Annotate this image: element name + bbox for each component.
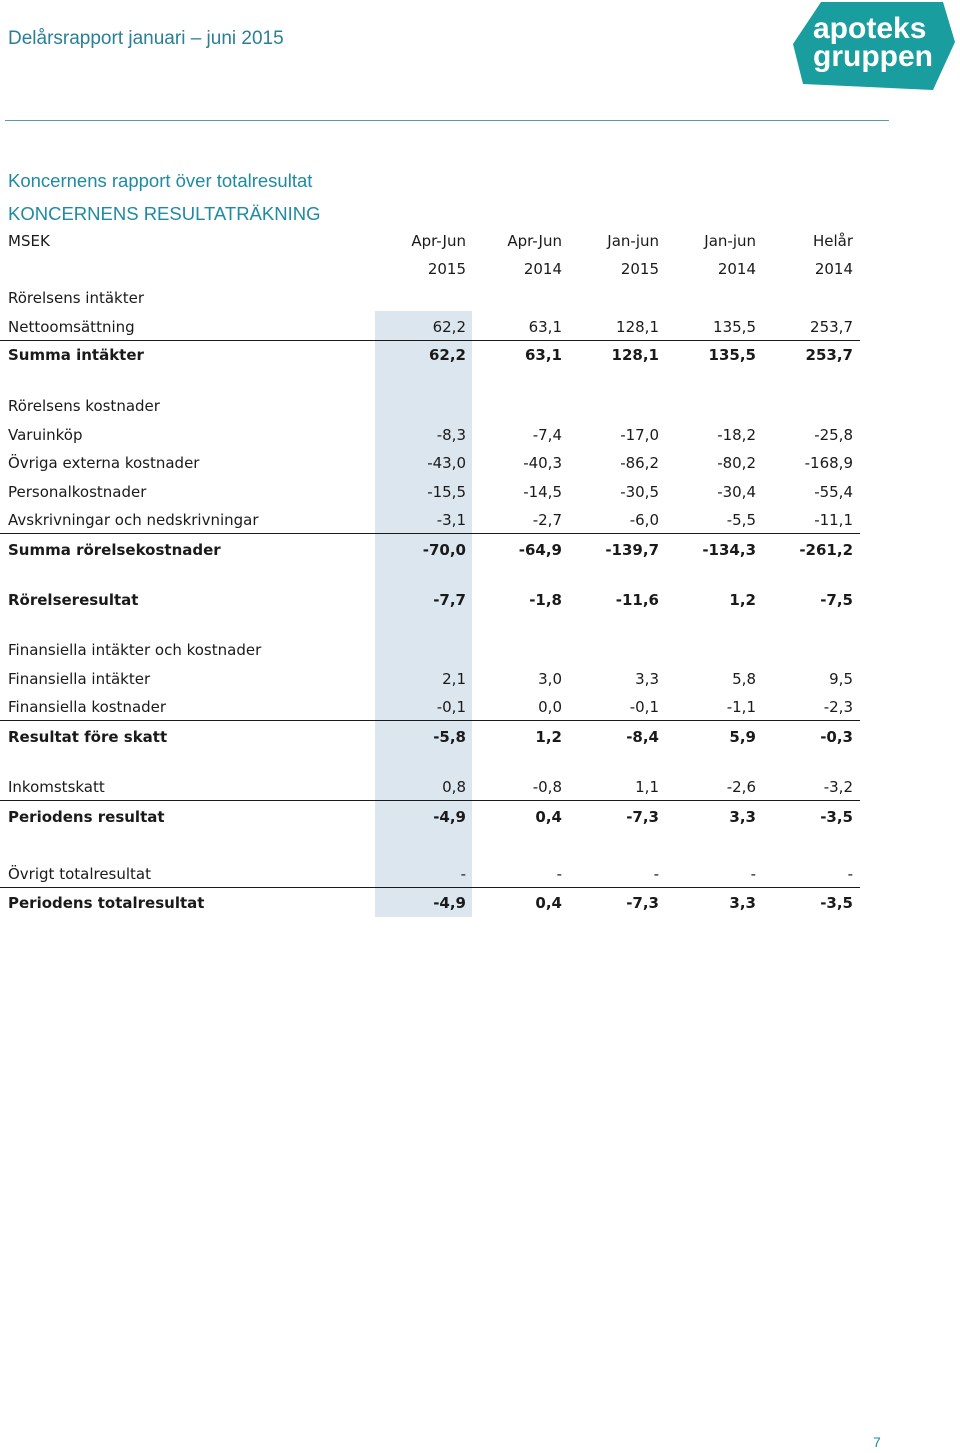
table-row [0, 772, 860, 800]
row-divider [0, 800, 860, 801]
cell-value: 62,2 [428, 346, 466, 364]
column-header-period: Jan-jun [607, 232, 659, 250]
cell-value: -139,7 [605, 541, 659, 559]
row-divider [0, 533, 860, 534]
report-title: Delårsrapport januari – juni 2015 [8, 28, 284, 49]
table-row [0, 802, 860, 830]
cell-value: -11,6 [615, 591, 659, 609]
cell-value: -2,3 [823, 698, 853, 716]
table-row [0, 420, 860, 448]
cell-value: -1,8 [529, 591, 562, 609]
cell-value: 63,1 [528, 318, 562, 336]
unit-label: MSEK [8, 232, 50, 250]
column-header-year: 2014 [523, 260, 562, 278]
cell-value: -43,0 [427, 454, 466, 472]
cell-value: 135,5 [713, 318, 756, 336]
cell-value: 1,2 [535, 728, 562, 746]
cell-value: -0,1 [629, 698, 659, 716]
cell-value: -8,3 [436, 426, 466, 444]
cell-value: -11,1 [814, 511, 853, 529]
cell-value: -25,8 [814, 426, 853, 444]
cell-value: -3,5 [820, 894, 853, 912]
cell-value: 2,1 [442, 670, 466, 688]
table-header-periods [0, 226, 860, 254]
cell-value: 0,0 [538, 698, 562, 716]
table-row [0, 722, 860, 750]
cell-value: -7,7 [433, 591, 466, 609]
cell-value: 5,9 [729, 728, 756, 746]
cell-value: -17,0 [620, 426, 659, 444]
cell-value: 253,7 [805, 346, 853, 364]
row-label: Personalkostnader [8, 483, 147, 501]
cell-value: 1,1 [635, 778, 659, 796]
row-label: Rörelsens intäkter [8, 289, 145, 307]
cell-value: -64,9 [518, 541, 562, 559]
cell-value: -3,1 [436, 511, 466, 529]
row-label: Finansiella intäkter och kostnader [8, 641, 262, 659]
row-label: Periodens resultat [8, 808, 165, 826]
table-row [0, 448, 860, 476]
cell-value: - [653, 865, 659, 883]
cell-value: -3,5 [820, 808, 853, 826]
cell-value: 253,7 [810, 318, 853, 336]
cell-value: -30,4 [717, 483, 756, 501]
cell-value: -8,4 [626, 728, 659, 746]
cell-value: -3,2 [823, 778, 853, 796]
table-row [0, 692, 860, 720]
cell-value: 5,8 [732, 670, 756, 688]
cell-value: 62,2 [432, 318, 466, 336]
row-label: Resultat före skatt [8, 728, 168, 746]
column-header-year: 2015 [427, 260, 466, 278]
cell-value: 0,8 [442, 778, 466, 796]
cell-value: - [556, 865, 562, 883]
row-label: Summa rörelsekostnader [8, 541, 221, 559]
section-title: Koncernens rapport över totalresultat [8, 170, 313, 191]
cell-value: 135,5 [708, 346, 756, 364]
cell-value: -7,3 [626, 808, 659, 826]
cell-value: -4,9 [433, 894, 466, 912]
row-label: Summa intäkter [8, 346, 144, 364]
section-subtitle: KONCERNENS RESULTATRÄKNING [8, 203, 321, 224]
cell-value: 128,1 [616, 318, 659, 336]
cell-value: 3,3 [729, 808, 756, 826]
row-label: Övriga externa kostnader [8, 454, 200, 472]
cell-value: 3,3 [729, 894, 756, 912]
cell-value: 3,3 [635, 670, 659, 688]
cell-value: -5,5 [726, 511, 756, 529]
row-label: Rörelseresultat [8, 591, 139, 609]
row-label: Nettoomsättning [8, 318, 135, 336]
row-label: Inkomstskatt [8, 778, 105, 796]
cell-value: -70,0 [422, 541, 466, 559]
cell-value: - [847, 865, 853, 883]
row-label: Finansiella kostnader [8, 698, 167, 716]
cell-value: -2,6 [726, 778, 756, 796]
row-label: Periodens totalresultat [8, 894, 205, 912]
page-number: 7 [873, 1434, 881, 1450]
cell-value: -18,2 [717, 426, 756, 444]
row-label: Avskrivningar och nedskrivningar [8, 511, 259, 529]
cell-value: -134,3 [702, 541, 756, 559]
column-header-period: Apr-Jun [411, 232, 466, 250]
cell-value: -168,9 [804, 454, 853, 472]
table-row [0, 312, 860, 340]
cell-value: -0,3 [820, 728, 853, 746]
cell-value: -14,5 [523, 483, 562, 501]
table-row [0, 283, 860, 311]
row-label: Rörelsens kostnader [8, 397, 160, 415]
table-row [0, 505, 860, 533]
cell-value: -7,4 [532, 426, 562, 444]
row-divider [0, 720, 860, 721]
table-row [0, 888, 860, 916]
logo-text-line2: gruppen [813, 40, 933, 73]
row-label: Varuinköp [8, 426, 83, 444]
table-row [0, 635, 860, 663]
row-label: Finansiella intäkter [8, 670, 151, 688]
cell-value: 63,1 [524, 346, 562, 364]
cell-value: -0,8 [532, 778, 562, 796]
row-label: Övrigt totalresultat [8, 865, 151, 883]
cell-value: -4,9 [433, 808, 466, 826]
cell-value: 9,5 [829, 670, 853, 688]
cell-value: -40,3 [523, 454, 562, 472]
column-header-period: Apr-Jun [507, 232, 562, 250]
column-header-period: Jan-jun [704, 232, 756, 250]
cell-value: -15,5 [427, 483, 466, 501]
table-row [0, 477, 860, 505]
cell-value: 128,1 [611, 346, 659, 364]
table-row [0, 859, 860, 887]
cell-value: - [750, 865, 756, 883]
cell-value: -6,0 [629, 511, 659, 529]
column-header-year: 2014 [814, 260, 853, 278]
cell-value: -5,8 [433, 728, 466, 746]
column-header-year: 2014 [717, 260, 756, 278]
cell-value: -7,3 [626, 894, 659, 912]
table-row [0, 535, 860, 563]
header-divider [5, 120, 889, 121]
cell-value: -0,1 [436, 698, 466, 716]
table-row [0, 585, 860, 613]
cell-value: 3,0 [538, 670, 562, 688]
cell-value: 0,4 [535, 894, 562, 912]
cell-value: -86,2 [620, 454, 659, 472]
logo-text-line1: apoteks [813, 12, 927, 45]
cell-value: -30,5 [620, 483, 659, 501]
cell-value: -7,5 [820, 591, 853, 609]
table-header-years [0, 254, 860, 282]
table-row [0, 391, 860, 419]
cell-value: -2,7 [532, 511, 562, 529]
cell-value: -1,1 [726, 698, 756, 716]
cell-value: -55,4 [814, 483, 853, 501]
apoteksgruppen-logo [793, 0, 958, 92]
cell-value: 1,2 [729, 591, 756, 609]
column-header-year: 2015 [620, 260, 659, 278]
cell-value: 0,4 [535, 808, 562, 826]
table-row [0, 340, 860, 368]
cell-value: -261,2 [799, 541, 853, 559]
cell-value: -80,2 [717, 454, 756, 472]
column-header-period: Helår [812, 232, 853, 250]
cell-value: - [460, 865, 466, 883]
table-row [0, 664, 860, 692]
